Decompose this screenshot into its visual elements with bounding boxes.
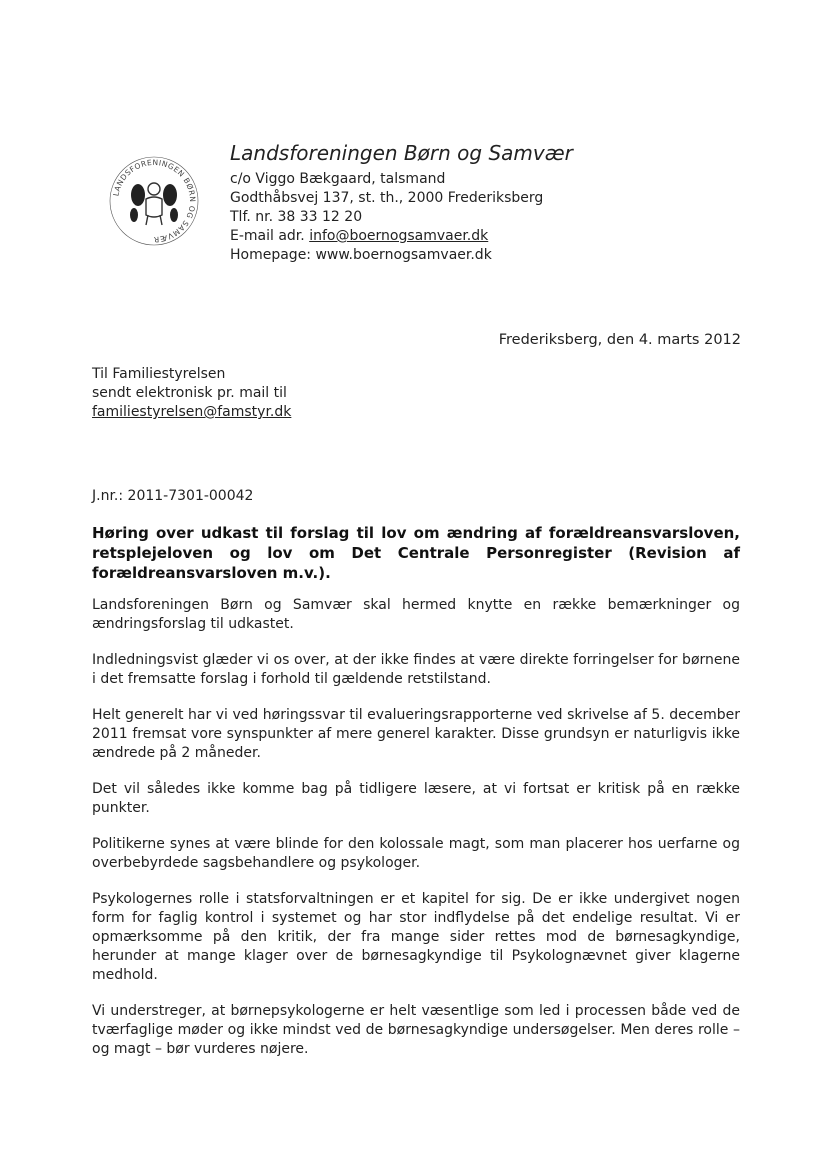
body-paragraph: Vi understreger, at børnepsykologerne er helt væsentlige som led i processen både ved de tværfaglige møder og ikke mindst ved de børnesagkyndige undersøgelser. Men deres rolle – og magt – bør vurderes nøjere. xyxy=(92,1003,740,1057)
letter-subject: Høring over udkast til forslag til lov om ændring af forældreansvarsloven, retsplejeloven og lov om Det Centrale Personregister (Revision af forældreansvarsloven m.v.). xyxy=(92,524,740,582)
body-paragraph: Psykologernes rolle i statsforvaltningen er et kapitel for sig. De er ikke undergivet nogen form for faglig kontrol i systemet og har stor indflydelse på det endelige resultat. Vi er opmærksomme på den kritik, der fra mange sider rettes mod de børnesagkyndige, herunder at mange klager over de børnesagkyndige til Psykolognævnet giver klagerne medhold. xyxy=(92,891,740,983)
letter-date: Frederiksberg, den 4. marts 2012 xyxy=(498,332,741,348)
body-paragraph: Det vil således ikke komme bag på tidligere læsere, at vi fortsat er kritisk på en række punkter. xyxy=(92,781,740,816)
homepage-line: Homepage: www.boernogsamvaer.dk xyxy=(230,247,492,263)
recipient-block xyxy=(92,365,492,422)
association-seal-icon xyxy=(108,155,200,247)
address-line: Godthåbsvej 137, st. th., 2000 Frederiksberg xyxy=(230,190,544,206)
letter-body xyxy=(92,596,740,1076)
body-paragraph: Landsforeningen Børn og Samvær skal hermed knytte en række bemærkninger og ændringsforslag til udkastet. xyxy=(92,597,740,632)
email-label: E-mail adr. xyxy=(230,228,305,244)
recipient-delivery-note: sendt elektronisk pr. mail til xyxy=(92,385,287,401)
journal-number: J.nr.: 2011-7301-00042 xyxy=(92,488,254,504)
body-paragraph: Helt generelt har vi ved høringssvar til evalueringsrapporterne ved skrivelse af 5. december 2011 fremsat vore synspunkter af mere generel karakter. Disse grundsyn er naturligvis ikke ændrede på 2 måneder. xyxy=(92,707,740,761)
organization-name: Landsforeningen Børn og Samvær xyxy=(230,141,573,165)
care-of-line: c/o Viggo Bækgaard, talsmand xyxy=(230,171,446,187)
phone-line: Tlf. nr. 38 33 12 20 xyxy=(230,209,363,225)
organization-email-link[interactable]: info@boernogsamvaer.dk xyxy=(309,228,489,244)
svg-text:LANDSFORENINGEN BØRN OG SAMVÆR: LANDSFORENINGEN BØRN OG SAMVÆR xyxy=(111,157,198,245)
email-line xyxy=(230,227,650,246)
body-paragraph: Politikerne synes at være blinde for den kolossale magt, som man placerer hos uerfarne og overbebyrdede sagsbehandlere og psykologer. xyxy=(92,836,740,871)
body-paragraph: Indledningsvist glæder vi os over, at der ikke findes at være direkte forringelser for børnene i det fremsatte forslag i forhold til gældende retstilstand. xyxy=(92,652,740,687)
letterhead xyxy=(230,140,650,265)
recipient-name: Til Familiestyrelsen xyxy=(92,366,226,382)
recipient-email-link[interactable]: familiestyrelsen@famstyr.dk xyxy=(92,404,292,420)
